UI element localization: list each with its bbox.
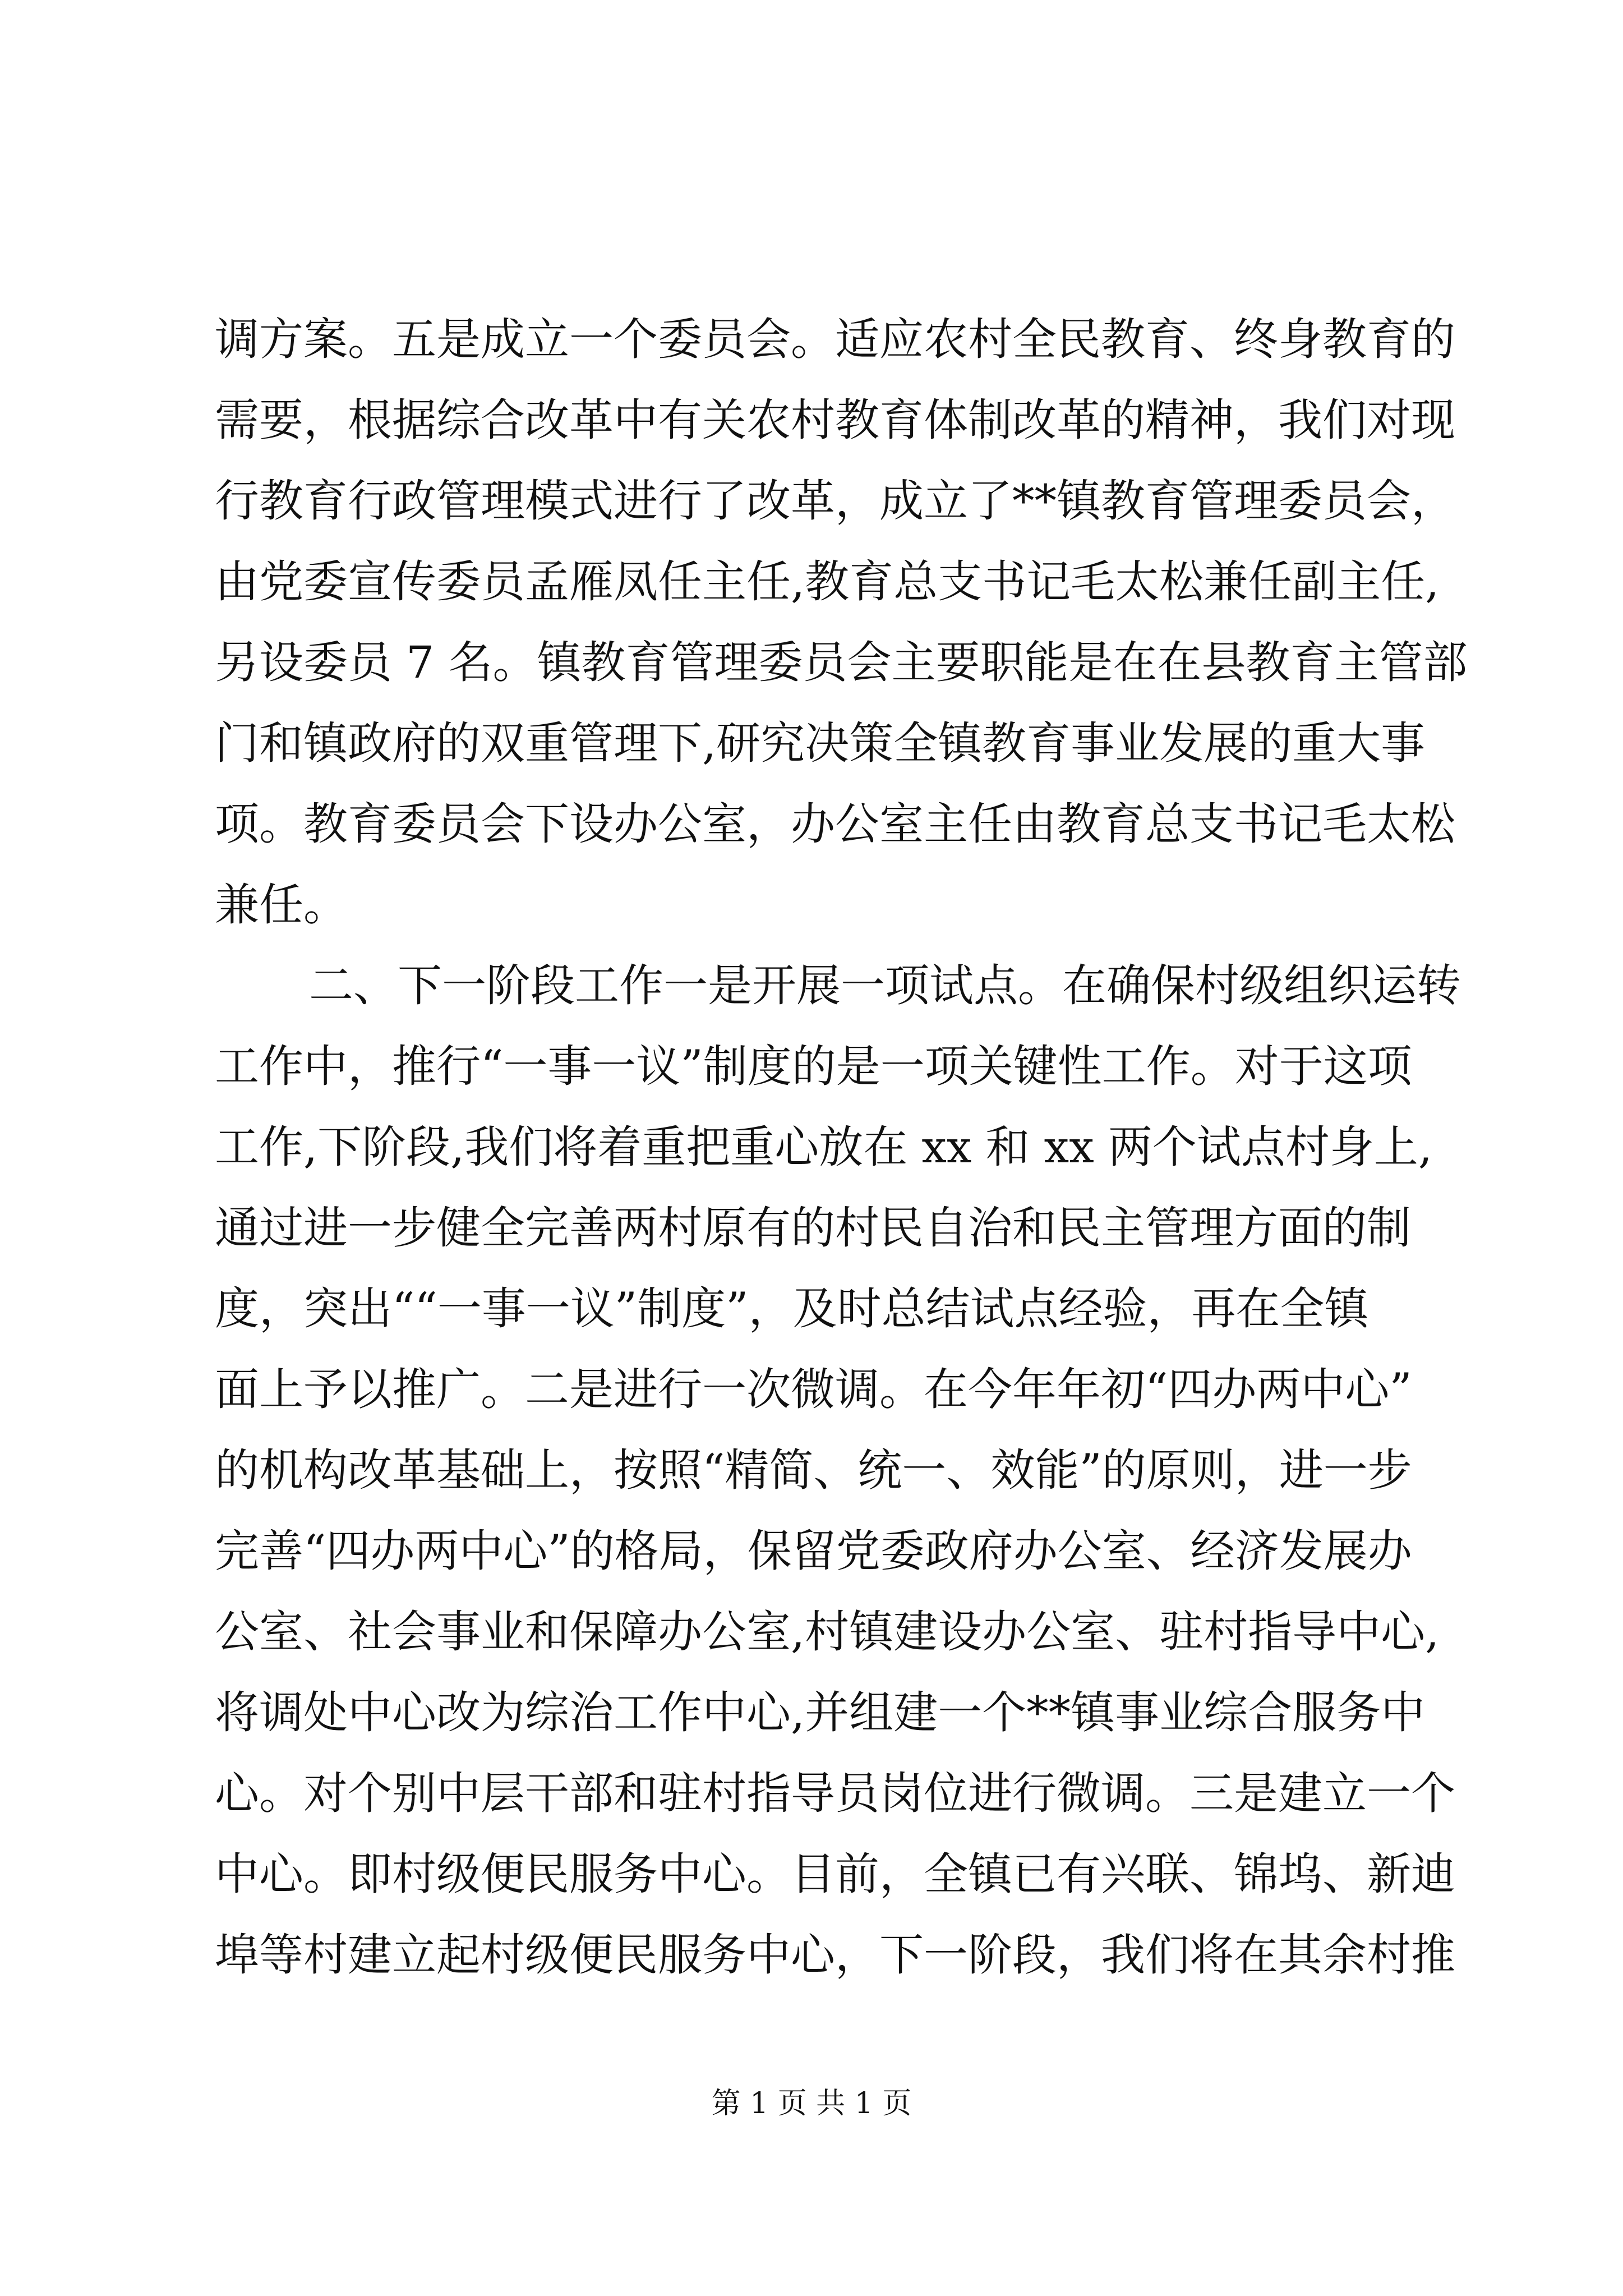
text-line: 调方案。五是成立一个委员会。适应农村全民教育、终身教育的 — [215, 314, 1455, 365]
text-line: 公室、社会事业和保障办公室,村镇建设办公室、驻村指导中心, — [215, 1606, 1440, 1658]
text-line: 的机构改革基础上，按照“精简、统一、效能”的原则，进一步 — [215, 1444, 1412, 1496]
document-body — [215, 299, 1468, 1995]
text-line: 中心。即村级便民服务中心。目前，全镇已有兴联、锦坞、新迪 — [215, 1848, 1455, 1900]
text-line: 项。教育委员会下设办公室，办公室主任由教育总支书记毛太松 — [215, 798, 1455, 850]
text-line: 由党委宣传委员孟雁凤任主任,教育总支书记毛太松兼任副主任, — [215, 556, 1440, 608]
text-line: 将调处中心改为综治工作中心,并组建一个**镇事业综合服务中 — [215, 1687, 1426, 1738]
text-line: 面上予以推广。二是进行一次微调。在今年年初“四办两中心” — [215, 1364, 1412, 1415]
text-line: 度，突出““一事一议”制度”，及时总结试点经验，再在全镇 — [215, 1283, 1369, 1335]
text-line: 另设委员 7 名。镇教育管理委员会主要职能是在在县教育主管部 — [215, 637, 1468, 688]
page-number-label: 第 1 页 共 1 页 — [711, 2087, 912, 2120]
text-line: 完善“四办两中心”的格局，保留党委政府办公室、经济发展办 — [215, 1525, 1412, 1577]
text-line: 埠等村建立起村级便民服务中心，下一阶段，我们将在其余村推 — [215, 1929, 1455, 1981]
text-line: 工作中，推行“一事一议”制度的是一项关键性工作。对于这项 — [215, 1041, 1412, 1092]
text-line: 心。对个别中层干部和驻村指导员岗位进行微调。三是建立一个 — [215, 1768, 1455, 1819]
text-line: 工作,下阶段,我们将着重把重心放在 xx 和 xx 两个试点村身上, — [215, 1121, 1432, 1173]
text-line: 通过进一步健全完善两村原有的村民自治和民主管理方面的制 — [215, 1202, 1411, 1254]
text-line: 行教育行政管理模式进行了改革，成立了**镇教育管理委员会， — [215, 475, 1455, 527]
text-line: 兼任。 — [215, 879, 348, 931]
paragraph-start-line: 二、下一阶段工作一是开展一项试点。在确保村级组织运转 — [309, 960, 1461, 1011]
text-line: 门和镇政府的双重管理下,研究决策全镇教育事业发展的重大事 — [215, 717, 1426, 769]
page-footer — [0, 2084, 1623, 2123]
text-line: 需要，根据综合改革中有关农村教育体制改革的精神，我们对现 — [215, 394, 1455, 446]
